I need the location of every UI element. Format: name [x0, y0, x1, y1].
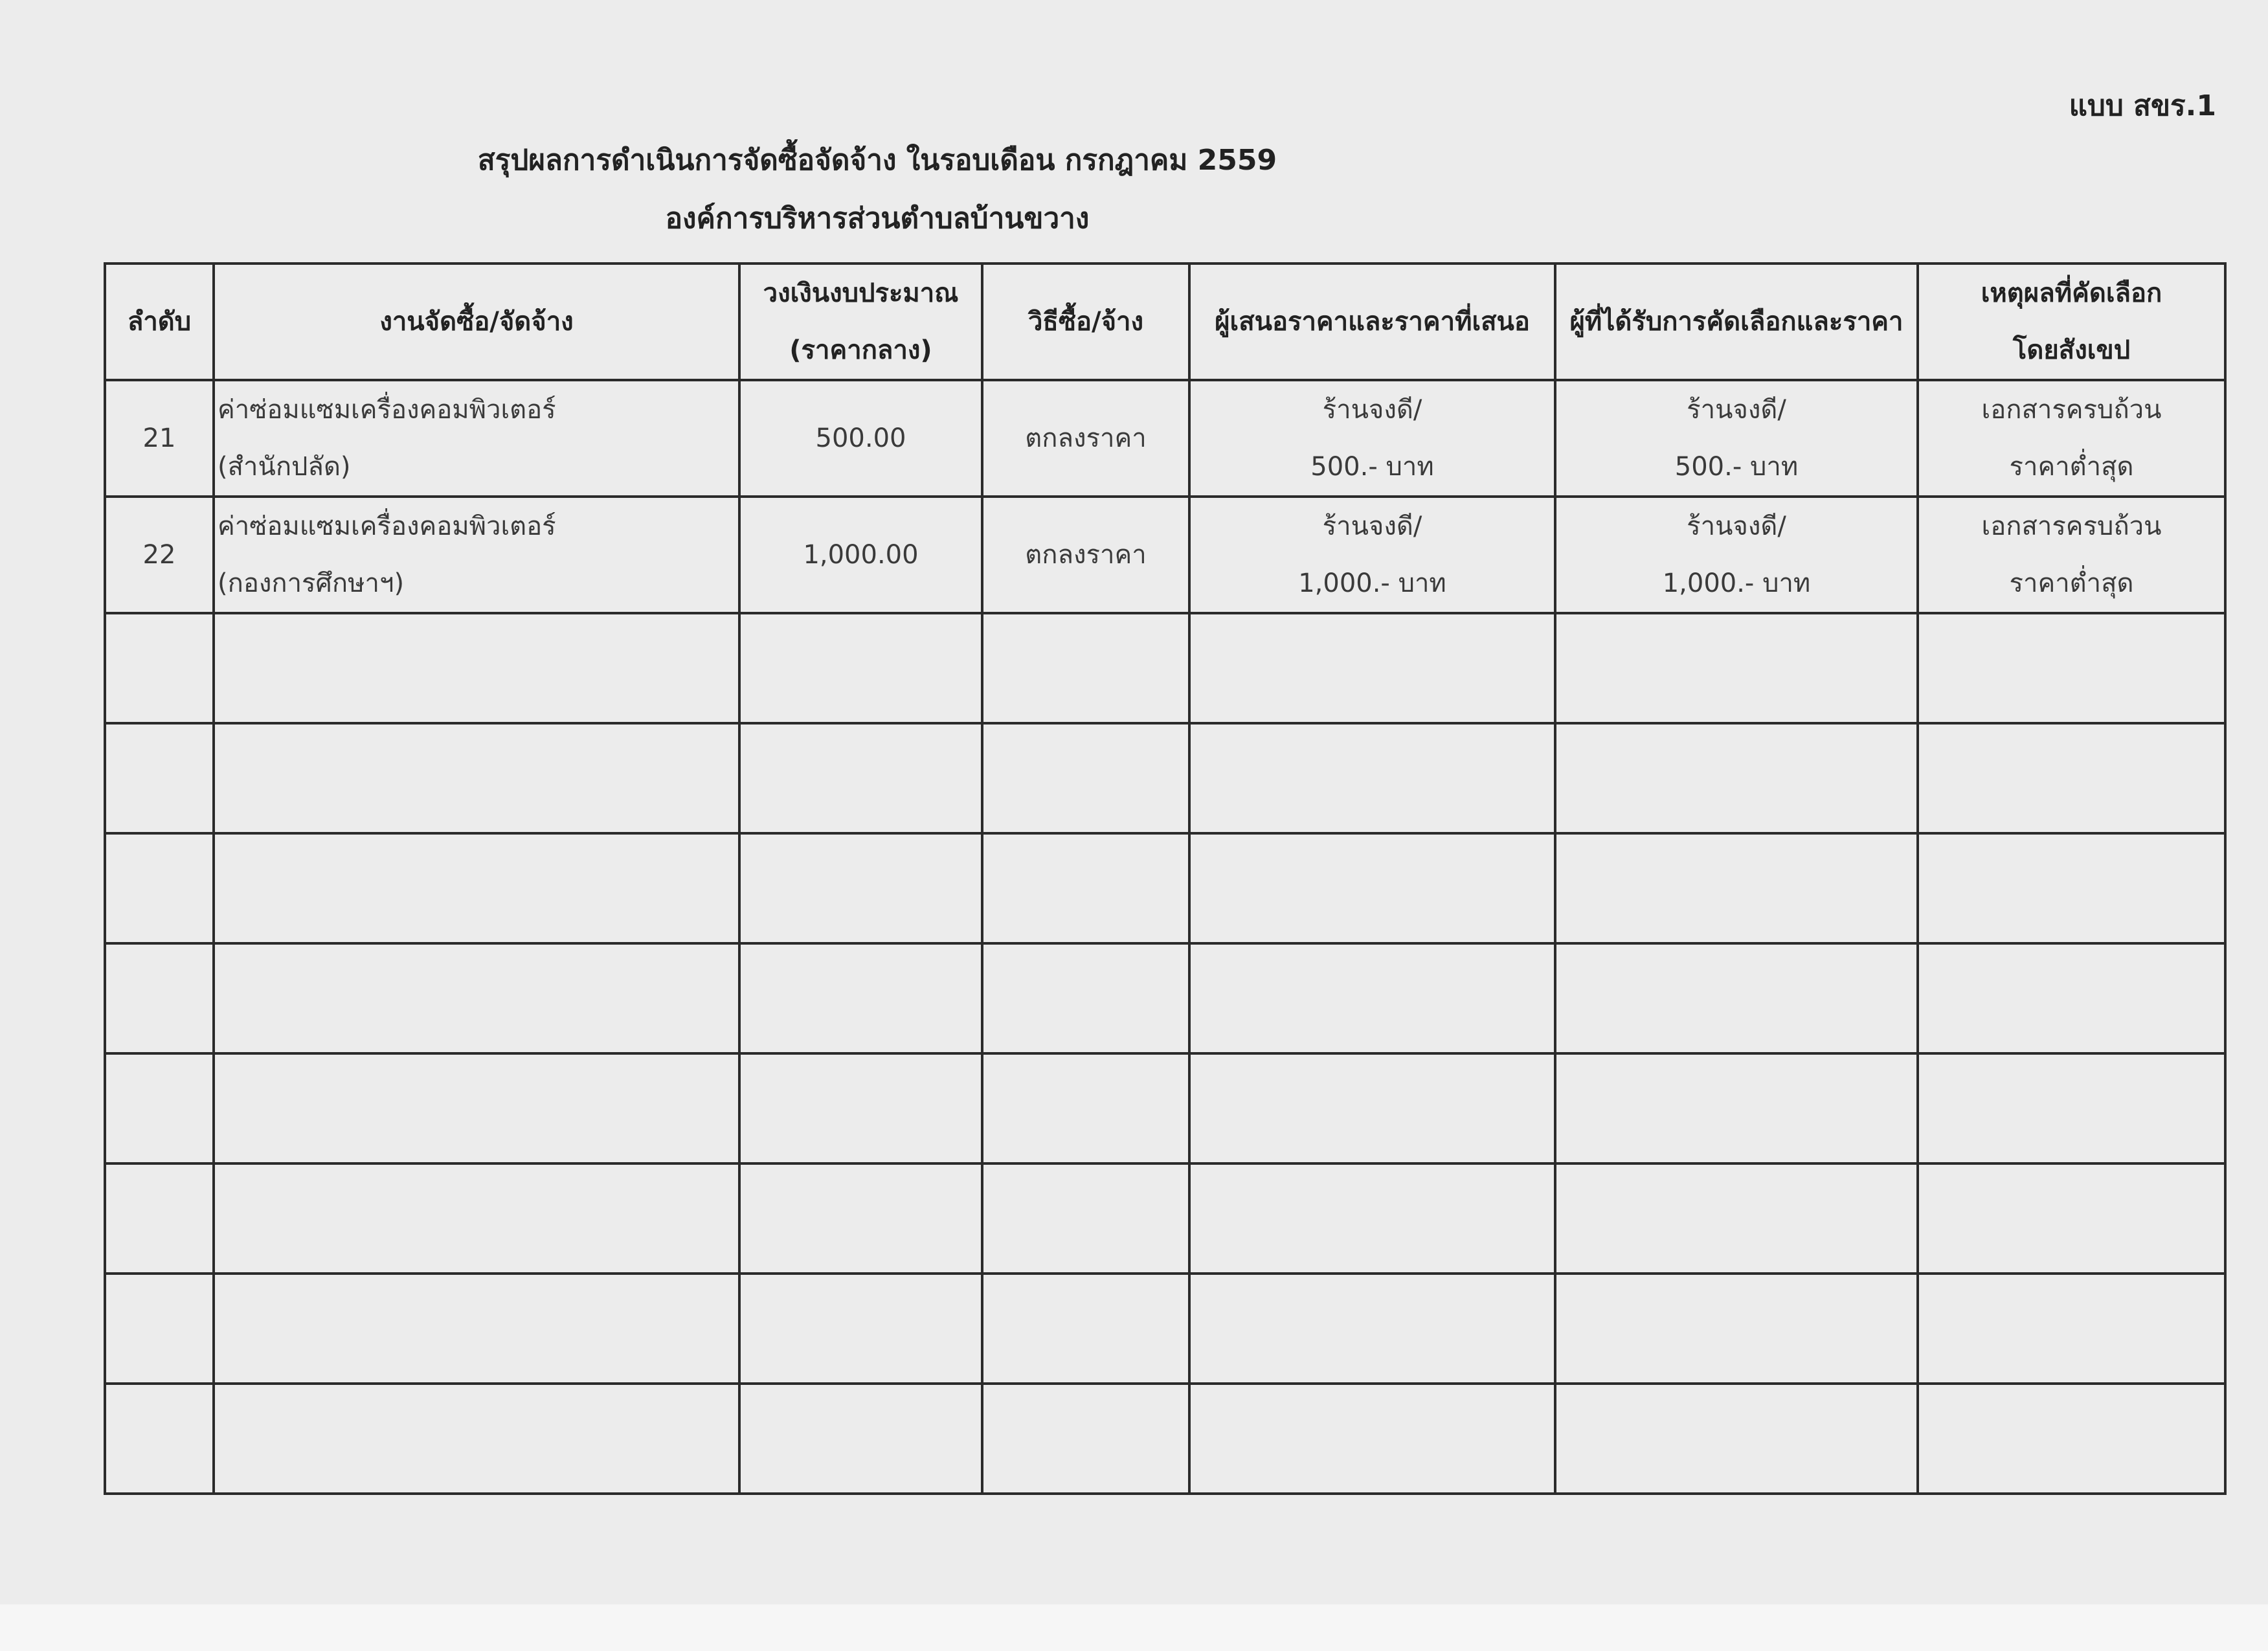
table-row [105, 497, 2225, 613]
row-item-line1: ค่าซ่อมแซมเครื่องคอมพิวเตอร์ [218, 511, 556, 541]
header-method: วิธีซื้อ/จ้าง [982, 264, 1189, 380]
empty-cell [982, 1163, 1189, 1274]
row-reason [1918, 380, 2225, 497]
empty-cell [739, 833, 982, 943]
empty-cell [982, 1384, 1189, 1494]
row-winner [1555, 497, 1918, 613]
empty-cell [1918, 833, 2225, 943]
empty-cell [1555, 1384, 1918, 1494]
header-budget [739, 264, 982, 380]
row-reason-line2: ราคาต่ำสุด [2009, 452, 2134, 482]
empty-cell [214, 1274, 739, 1384]
empty-cell [982, 943, 1189, 1053]
empty-cell [1555, 833, 1918, 943]
empty-cell [1555, 723, 1918, 833]
row-winner-price: 500.- บาท [1674, 452, 1799, 482]
empty-cell [1918, 1384, 2225, 1494]
empty-cell [214, 943, 739, 1053]
document-title: สรุปผลการดำเนินการจัดซื้อจัดจ้าง ในรอบเดือน กรกฎาคม 2559 [477, 144, 1277, 177]
empty-cell [1189, 613, 1555, 723]
scan-bottom-margin [0, 1604, 2268, 1651]
empty-cell [105, 613, 214, 723]
header-winner: ผู้ที่ได้รับการคัดเลือกและราคา [1555, 264, 1918, 380]
empty-cell [982, 1274, 1189, 1384]
empty-cell [105, 833, 214, 943]
empty-cell [1189, 943, 1555, 1053]
empty-cell [1918, 723, 2225, 833]
empty-cell [739, 613, 982, 723]
empty-cell [1555, 1163, 1918, 1274]
row-item-line1: ค่าซ่อมแซมเครื่องคอมพิวเตอร์ [218, 395, 556, 425]
empty-cell [1918, 613, 2225, 723]
header-bidders: ผู้เสนอราคาและราคาที่เสนอ [1189, 264, 1555, 380]
empty-cell [1918, 1163, 2225, 1274]
row-reason [1918, 497, 2225, 613]
empty-cell [739, 1274, 982, 1384]
row-bidder-name: ร้านจงดี/ [1322, 511, 1422, 541]
row-no: 21 [105, 380, 214, 497]
header-reason-line2: โดยสังเขป [2012, 335, 2131, 365]
row-budget: 1,000.00 [739, 497, 982, 613]
empty-row [105, 1274, 2225, 1384]
row-item-line2: (สำนักปลัด) [218, 452, 351, 482]
empty-cell [1555, 1053, 1918, 1163]
row-item [214, 380, 739, 497]
empty-cell [982, 613, 1189, 723]
table-body [105, 380, 2225, 1494]
empty-cell [214, 1163, 739, 1274]
empty-cell [105, 1384, 214, 1494]
procurement-summary-table [104, 262, 2227, 1495]
row-bidder [1189, 380, 1555, 497]
row-reason-line1: เอกสารครบถ้วน [1981, 395, 2162, 425]
row-item-line2: (กองการศึกษาฯ) [218, 568, 405, 598]
empty-cell [105, 1163, 214, 1274]
empty-cell [982, 723, 1189, 833]
empty-cell [739, 1384, 982, 1494]
empty-row [105, 1053, 2225, 1163]
row-budget: 500.00 [739, 380, 982, 497]
form-code: แบบ สขร.1 [2069, 89, 2216, 122]
empty-cell [1189, 1163, 1555, 1274]
empty-cell [214, 833, 739, 943]
empty-cell [1555, 613, 1918, 723]
row-winner-name: ร้านจงดี/ [1687, 511, 1786, 541]
empty-row [105, 723, 2225, 833]
empty-row [105, 613, 2225, 723]
row-bidder [1189, 497, 1555, 613]
row-winner-name: ร้านจงดี/ [1687, 395, 1786, 425]
empty-cell [1555, 1274, 1918, 1384]
row-bidder-price: 1,000.- บาท [1298, 568, 1446, 598]
header-budget-line2: (ราคากลาง) [789, 335, 932, 365]
row-item [214, 497, 739, 613]
empty-row [105, 1384, 2225, 1494]
empty-cell [739, 943, 982, 1053]
row-bidder-name: ร้านจงดี/ [1322, 395, 1422, 425]
empty-cell [1555, 943, 1918, 1053]
empty-cell [1189, 1274, 1555, 1384]
header-budget-line1: วงเงินงบประมาณ [763, 278, 959, 308]
row-winner [1555, 380, 1918, 497]
document-subtitle: องค์การบริหารส่วนตำบลบ้านขวาง [665, 202, 1090, 235]
empty-cell [1918, 1053, 2225, 1163]
empty-cell [1189, 833, 1555, 943]
empty-row [105, 943, 2225, 1053]
empty-cell [1189, 1053, 1555, 1163]
header-reason-line1: เหตุผลที่คัดเลือก [1981, 278, 2162, 308]
empty-row [105, 1163, 2225, 1274]
empty-cell [105, 1053, 214, 1163]
empty-cell [214, 613, 739, 723]
row-bidder-price: 500.- บาท [1310, 452, 1434, 482]
header-reason [1918, 264, 2225, 380]
row-reason-line1: เอกสารครบถ้วน [1981, 511, 2162, 541]
empty-cell [1918, 1274, 2225, 1384]
empty-cell [105, 723, 214, 833]
empty-cell [739, 1053, 982, 1163]
row-no: 22 [105, 497, 214, 613]
empty-cell [982, 1053, 1189, 1163]
empty-cell [982, 833, 1189, 943]
empty-cell [739, 723, 982, 833]
row-method: ตกลงราคา [982, 380, 1189, 497]
empty-cell [214, 723, 739, 833]
empty-cell [105, 1274, 214, 1384]
header-item: งานจัดซื้อ/จัดจ้าง [214, 264, 739, 380]
table-row [105, 380, 2225, 497]
empty-cell [214, 1053, 739, 1163]
table-header-row [105, 264, 2225, 380]
empty-cell [1189, 1384, 1555, 1494]
empty-cell [739, 1163, 982, 1274]
empty-cell [1189, 723, 1555, 833]
empty-cell [1918, 943, 2225, 1053]
header-no: ลำดับ [105, 264, 214, 380]
row-method: ตกลงราคา [982, 497, 1189, 613]
empty-cell [214, 1384, 739, 1494]
row-reason-line2: ราคาต่ำสุด [2009, 568, 2134, 598]
row-winner-price: 1,000.- บาท [1662, 568, 1811, 598]
empty-row [105, 833, 2225, 943]
empty-cell [105, 943, 214, 1053]
